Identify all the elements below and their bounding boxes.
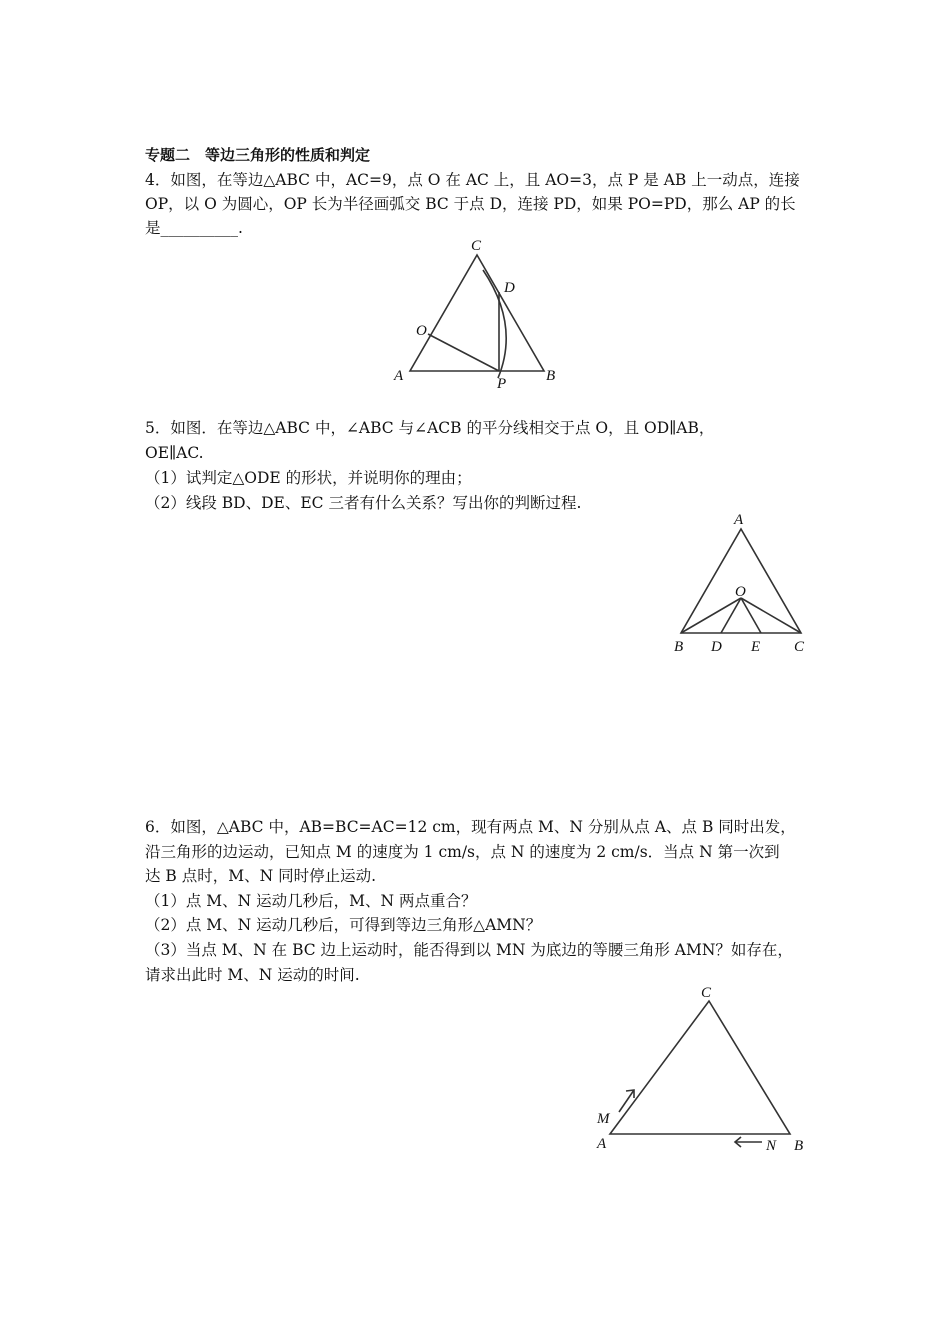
q5-label-o: O [735,584,746,600]
q4-label-p: P [497,376,507,392]
q6-line-6: （3）当点 M、N 在 BC 边上运动时，能否得到以 MN 为底边的等腰三角形 AMN？如存在， [145,941,793,959]
q5-line-4: （2）线段 BD、DE、EC 三者有什么关系？写出你的判断过程. [145,494,582,512]
q4-label-c: C [471,238,482,254]
q6-label-m: M [597,1111,610,1127]
q5-label-c: C [794,639,805,655]
q6-line-5: （2）点 M、N 运动几秒后，可得到等边三角形△AMN？ [145,916,542,934]
q5-label-a: A [734,512,744,528]
q5-triangle-abc [681,529,801,633]
q5-segment-bo [681,598,741,633]
q6-line-4: （1）点 M、N 运动几秒后，M、N 两点重合？ [145,892,477,910]
q4-triangle-abc [410,255,544,371]
q4-label-b: B [546,368,556,384]
section-title: 专题二 等边三角形的性质和判定 [145,146,371,164]
q6-label-b: B [794,1138,804,1154]
q4-line-3: 是__________. [145,219,243,237]
q6-arrow-n-icon [735,1137,762,1147]
q5-line-1: 5．如图．在等边△ABC 中，∠ABC 与∠ACB 的平分线相交于点 O，且 OD∥AB， [145,419,715,437]
q6-line-3: 达 B 点时，M、N 同时停止运动. [145,867,377,885]
q5-label-d: D [711,639,722,655]
q4-label-a: A [394,368,404,384]
q6-label-n: N [766,1138,777,1154]
q6-label-a: A [597,1136,607,1152]
q5-label-b: B [674,639,684,655]
q4-line-1: 4．如图，在等边△ABC 中，AC=9，点 O 在 AC 上，且 AO=3，点 P 是 AB 上一动点，连接 [145,171,800,189]
q4-segment-op [428,334,499,371]
q6-label-c: C [701,985,712,1001]
q6-line-7: 请求出此时 M、N 运动的时间. [145,966,360,984]
q6-line-2: 沿三角形的边运动，已知点 M 的速度为 1 cm/s，点 N 的速度为 2 cm/s．当点 N 第一次到 [145,843,780,861]
q6-line-1: 6．如图，△ABC 中，AB=BC=AC=12 cm，现有两点 M、N 分别从点 A、点 B 同时出发， [145,818,796,836]
q5-segment-co [741,598,801,633]
q5-line-3: （1）试判定△ODE 的形状，并说明你的理由； [145,469,472,487]
q5-figure [665,505,825,665]
q5-label-e: E [751,639,761,655]
q6-figure [590,980,820,1160]
q4-line-2: OP，以 O 为圆心，OP 长为半径画弧交 BC 于点 D，连接 PD，如果 PO=PD，那么 AP 的长 [145,195,796,213]
q4-figure [380,230,580,400]
q5-line-2: OE∥AC. [145,444,204,462]
q4-label-o: O [416,323,427,339]
q6-arrow-m-icon [619,1090,634,1112]
q6-triangle-abc [610,1001,790,1134]
q4-label-d: D [504,280,515,296]
